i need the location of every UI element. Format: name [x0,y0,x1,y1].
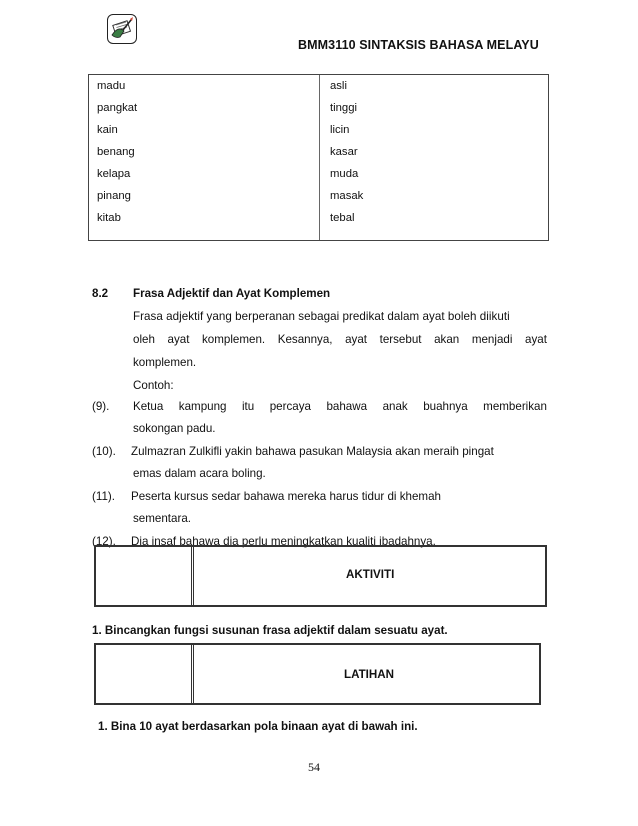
table-cell: kain [97,124,118,136]
example-number: (10). [92,445,116,458]
word: buahnya [423,400,468,413]
word: Ketua [133,400,164,413]
word: akan [434,333,460,346]
word: Kesannya, [277,333,333,346]
activity-question: 1. Bincangkan fungsi susunan frasa adjektif dalam sesuatu ayat. [92,624,448,637]
writing-hand-logo-icon [107,14,137,44]
word: percaya [269,400,311,413]
word: ayat [345,333,368,346]
box-divider [191,547,194,605]
table-cell: pinang [97,190,131,202]
table-cell: kasar [330,146,358,158]
example-line: sementara. [133,512,191,525]
document-header-title: BMM3110 SINTAKSIS BAHASA MELAYU [298,38,539,52]
section-number: 8.2 [92,287,109,300]
word: ayat [167,333,190,346]
example-number: (11). [92,490,115,503]
example-line: Peserta kursus sedar bahawa mereka harus tidur di khemah [131,490,441,503]
page-number: 54 [308,760,320,774]
example-line: emas dalam acara boling. [133,467,266,480]
example-line: Zulmazran Zulkifli yakin bahawa pasukan Malaysia akan meraih pingat [131,445,494,458]
exercise-label: LATIHAN [344,668,395,681]
activity-label: AKTIVITI [346,568,395,581]
example-number: (12). [92,535,116,548]
paragraph-line: Frasa adjektif yang berperanan sebagai predikat dalam ayat boleh diikuti [133,310,510,323]
table-left-column [97,79,137,233]
word: komplemen. [202,333,266,346]
example-label: Contoh: [133,379,174,392]
table-cell: licin [330,124,350,136]
table-cell: masak [330,190,364,202]
table-cell: tebal [330,212,355,224]
table-cell: madu [97,80,126,92]
example-line: Dia insaf bahawa dia perlu meningkatkan kualiti ibadahnya. [131,535,436,548]
example-number: (9). [92,400,110,413]
table-cell: pangkat [97,102,138,114]
word: bahawa [326,400,368,413]
section-title: Frasa Adjektif dan Ayat Komplemen [133,287,331,300]
exercise-question: 1. Bina 10 ayat berdasarkan pola binaan ayat di bawah ini. [98,720,418,733]
table-right-column [330,79,363,233]
word: menjadi [471,333,513,346]
box-divider [191,645,194,703]
word: ayat [525,333,547,346]
paragraph-line-justified [133,333,547,347]
word: memberikan [483,400,547,413]
table-cell: kelapa [97,168,131,180]
word-pair-table [88,74,549,241]
paragraph-line: komplemen. [133,356,197,369]
word: tersebut [379,333,422,346]
table-cell: kitab [97,212,121,224]
table-cell: tinggi [330,102,358,114]
activity-box [94,545,547,607]
table-cell: muda [330,168,359,180]
example-line: sokongan padu. [133,422,216,435]
word: oleh [133,333,155,346]
table-cell: benang [97,146,135,158]
word: itu [241,400,255,413]
word: anak [382,400,408,413]
table-column-divider [319,75,320,240]
table-cell: asli [330,80,347,92]
exercise-box [94,643,541,705]
example-line-justified [133,400,547,414]
word: kampung [178,400,227,413]
